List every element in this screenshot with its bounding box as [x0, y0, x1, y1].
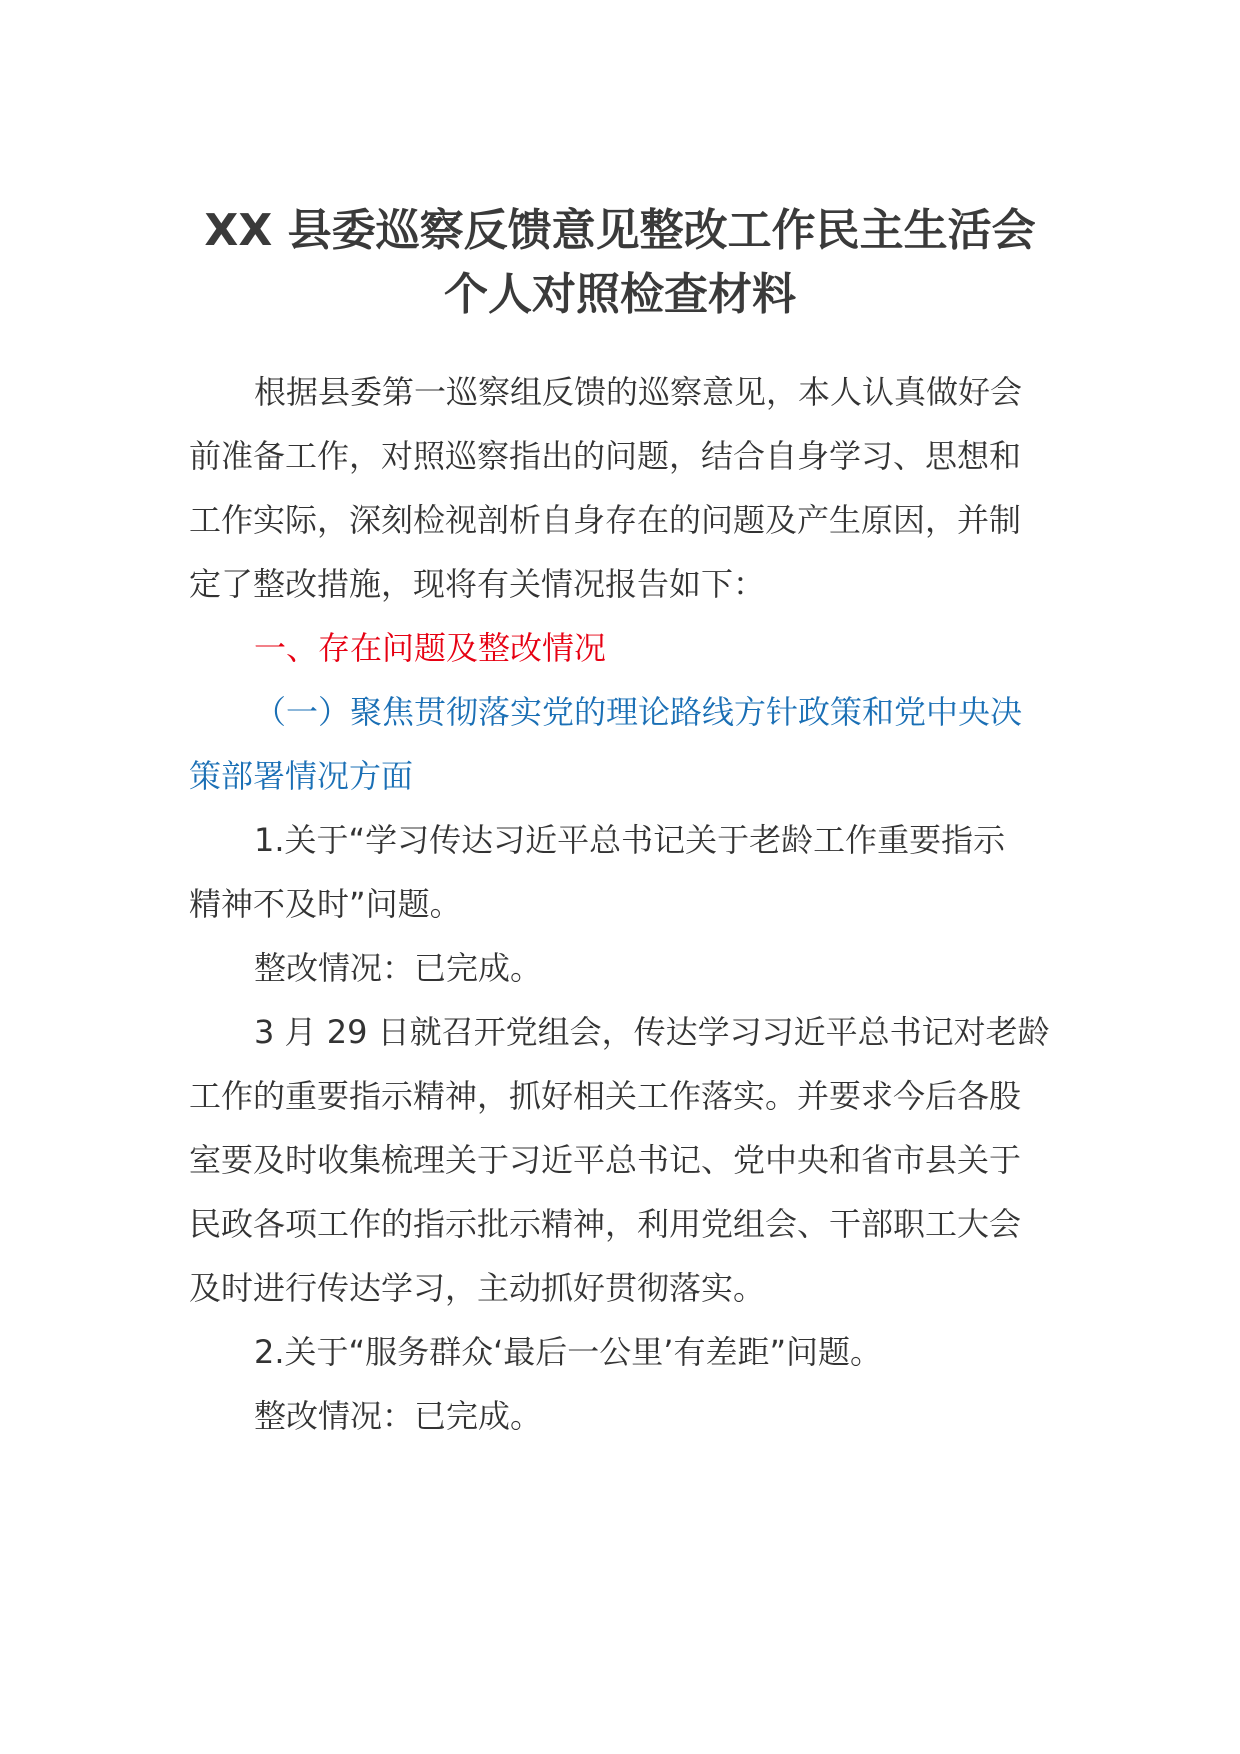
item-1-detail-line: 工作的重要指示精神，抓好相关工作落实。并要求今后各股 [189, 1077, 1022, 1115]
document-title-line-2: 个人对照检查材料 [444, 269, 796, 320]
item-1-detail-line: 3 月 29 日就召开党组会，传达学习习近平总书记对老龄 [254, 1013, 1050, 1051]
subsection-heading-line: 策部署情况方面 [189, 757, 414, 795]
intro-paragraph-line: 前准备工作，对照巡察指出的问题，结合自身学习、思想和 [189, 437, 1022, 475]
item-1-detail-line: 民政各项工作的指示批示精神，利用党组会、干部职工大会 [189, 1205, 1022, 1243]
item-1-detail-line: 及时进行传达学习，主动抓好贯彻落实。 [189, 1269, 766, 1307]
intro-paragraph-line: 根据县委第一巡察组反馈的巡察意见，本人认真做好会 [254, 373, 1023, 411]
item-1-detail-line: 室要及时收集梳理关于习近平总书记、党中央和省市县关于 [189, 1141, 1022, 1179]
item-2-line: 2.关于“服务群众‘最后一公里’有差距”问题。 [254, 1333, 883, 1371]
intro-paragraph-line: 工作实际，深刻检视剖析自身存在的问题及产生原因，并制 [189, 501, 1022, 539]
section-heading: 一、存在问题及整改情况 [254, 629, 607, 667]
document-title-line-1: XX 县委巡察反馈意见整改工作民主生活会 [204, 205, 1036, 256]
item-2-status: 整改情况：已完成。 [254, 1397, 543, 1435]
item-1-line: 1.关于“学习传达习近平总书记关于老龄工作重要指示 [254, 821, 1006, 859]
item-1-status: 整改情况：已完成。 [254, 949, 543, 987]
item-1-line: 精神不及时”问题。 [189, 885, 462, 923]
subsection-heading-line: （一）聚焦贯彻落实党的理论路线方针政策和党中央决 [254, 693, 1023, 731]
intro-paragraph-line: 定了整改措施，现将有关情况报告如下： [189, 565, 766, 603]
